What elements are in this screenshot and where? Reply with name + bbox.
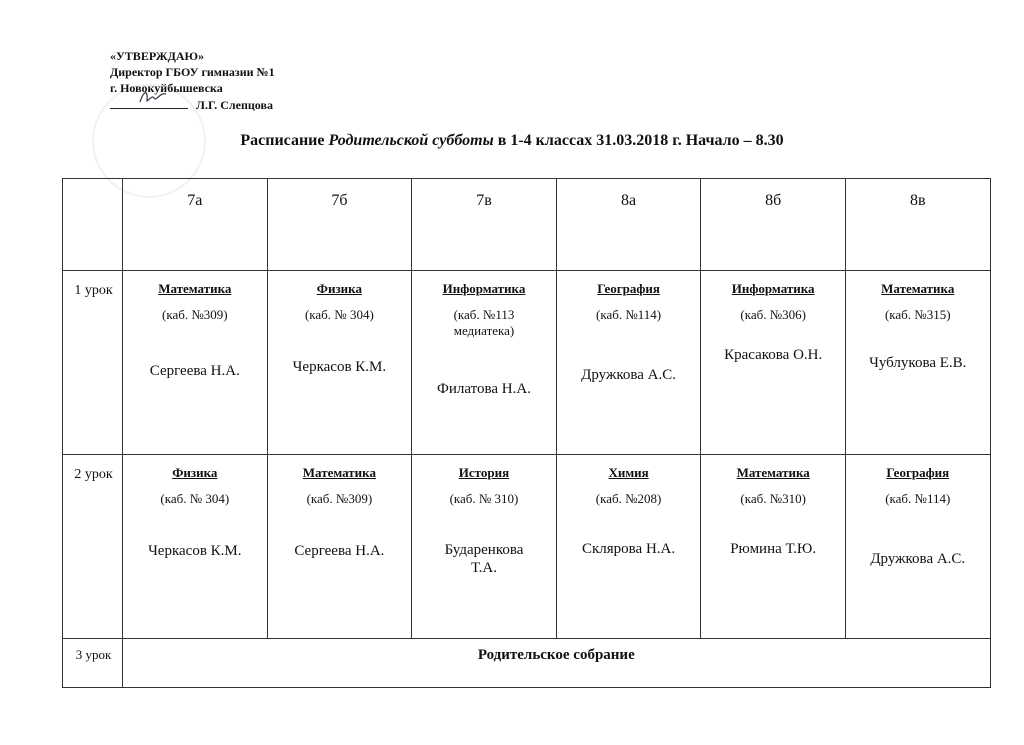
teacher: Филатова Н.А. [437,381,531,397]
meeting-text: Родительское собрание [477,647,635,663]
room: (каб. № 310) [449,491,519,506]
lesson-cell [845,455,990,639]
lesson-cell [267,271,412,455]
lesson-label: 1 урок [63,271,123,455]
title-italic: Родительской субботы [328,132,494,149]
subject: География [886,465,950,480]
subject: Математика [158,281,232,296]
room: (каб. № 304) [304,307,374,322]
subject: Химия [608,465,649,480]
lesson-cell [556,455,701,639]
teacher: Сергеева Н.А. [149,363,240,379]
subject: Информатика [731,281,815,296]
subject: Математика [302,465,376,480]
subject: Математика [736,465,810,480]
teacher: Рюмина Т.Ю. [730,541,817,557]
room: (каб. №309) [306,491,373,506]
lesson-cell [123,455,268,639]
schedule-table [62,178,991,688]
approval-signer: Л.Г. Слепцова [196,98,273,112]
lesson-cell [267,455,412,639]
lesson-cell [123,271,268,455]
lesson-row-1 [63,271,991,455]
lesson-cell [412,271,557,455]
teacher: Красакова О.Н. [724,347,823,363]
teacher: Черкасов К.М. [292,359,387,375]
meeting-row [63,639,991,688]
lesson-cell [701,271,846,455]
lesson-label: 2 урок [63,455,123,639]
page-title [0,132,1024,150]
room: (каб. №315) [884,307,951,322]
room: (каб. №310) [740,491,806,506]
teacher: Сергеева Н.А. [294,543,385,559]
subject: Математика [881,281,955,296]
subject: Информатика [442,281,526,296]
lesson-label: 3 урок [63,639,123,688]
subject: История [458,465,510,480]
title-prefix: Расписание [240,132,329,149]
class-header: 8б [701,179,846,271]
subject: Физика [172,465,218,480]
teacher: Чублукова Е.В. [869,355,967,371]
corner-cell [63,179,123,271]
class-header: 7б [267,179,412,271]
approval-block [110,48,275,113]
teacher: Бударенкова Т.А. [444,542,524,576]
teacher: Склярова Н.А. [582,541,676,557]
approval-signature-row [110,96,275,113]
lesson-cell [701,455,846,639]
room: (каб. №114) [885,491,951,506]
teacher: Дружкова А.С. [581,367,676,383]
approval-line-3: г. Новокуйбышевска [110,81,223,95]
room: (каб. №208) [595,491,662,506]
room: (каб. №113 медиатека) [453,307,515,338]
class-header: 8в [845,179,990,271]
teacher: Черкасов К.М. [148,543,242,559]
teacher: Дружкова А.С. [870,551,966,567]
meeting-cell [123,639,991,688]
subject: География [597,281,660,296]
class-header: 7а [123,179,268,271]
approval-line-1: «УТВЕРЖДАЮ» [110,49,205,63]
subject: Физика [316,281,362,296]
title-suffix: в 1-4 классах 31.03.2018 г. Начало – 8.30 [493,132,784,149]
header-row [63,179,991,271]
class-header: 8а [556,179,701,271]
signature-icon [138,88,168,106]
lesson-cell [412,455,557,639]
class-header: 7в [412,179,557,271]
room: (каб. №114) [596,307,662,322]
lesson-row-2 [63,455,991,639]
room: (каб. №306) [740,307,806,322]
lesson-cell [556,271,701,455]
approval-line-2: Директор ГБОУ гимназии №1 [110,65,275,79]
signature-line [110,96,188,109]
lesson-cell [845,271,990,455]
room: (каб. №309) [162,307,228,322]
room: (каб. № 304) [160,491,230,506]
